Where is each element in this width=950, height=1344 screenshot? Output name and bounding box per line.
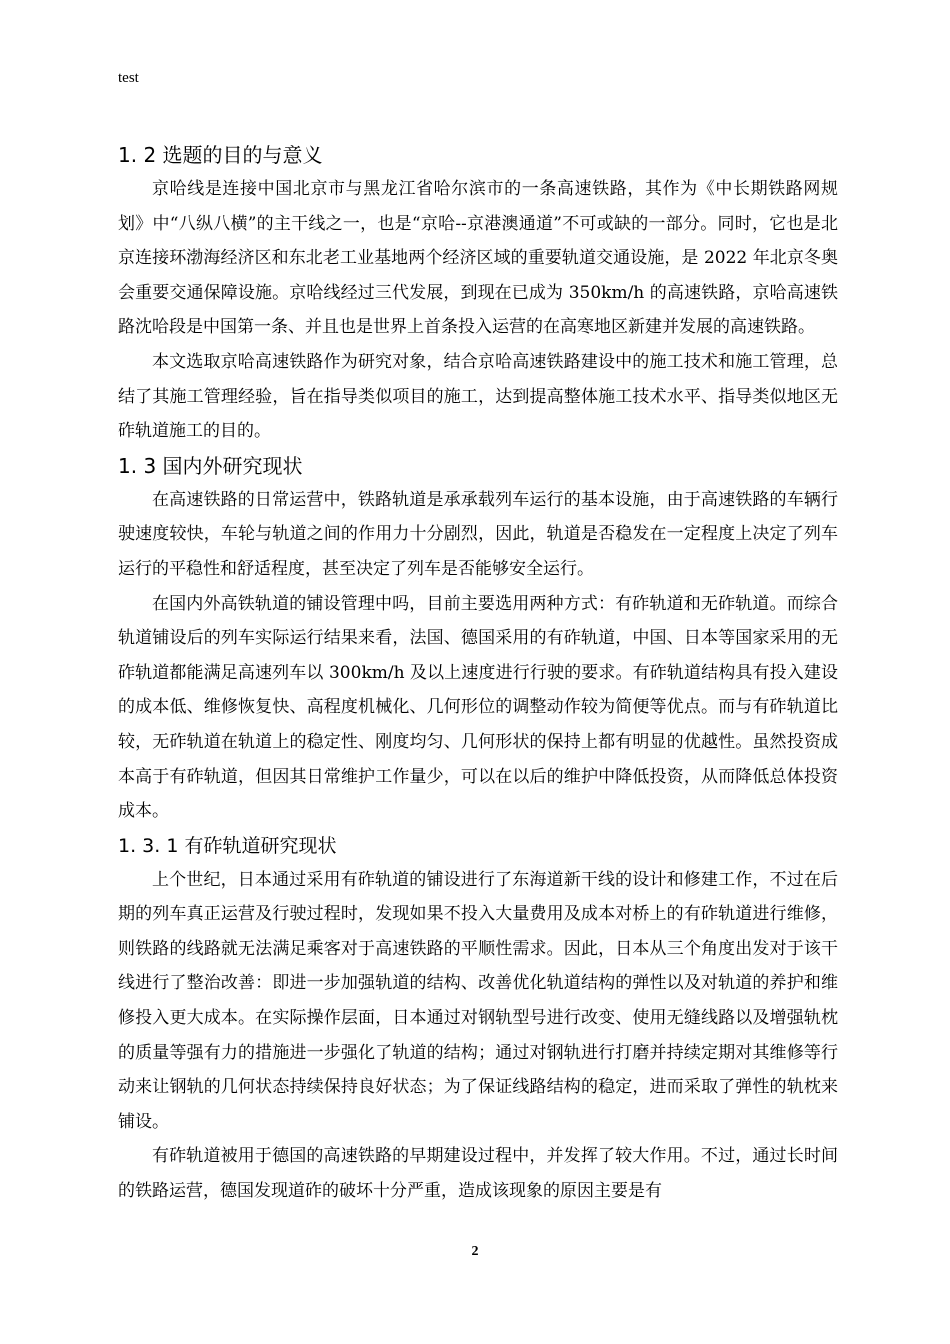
paragraph: 上个世纪，日本通过采用有砟轨道的铺设进行了东海道新干线的设计和修建工作，不过在后期的列车真正运营及行驶过程时，发现如果不投入大量费用及成本对桥上的有砟轨道进行维修，则铁路的线路就无法满足乘客对于高速铁路的平顺性需求。因此，日本从三个角度出发对于该干线进行了整治改善：即进一步加强轨道的结构、改善优化轨道结构的弹性以及对轨道的养护和维修投入更大成本。在实际操作层面，日本通过对钢轨型号进行改变、使用无缝线路以及增强轨枕的质量等强有力的措施进一步强化了轨道的结构；通过对钢轨进行打磨并持续定期对其维修等行动来让钢轨的几何状态持续保持良好状态；为了保证线路结构的稳定，进而采取了弹性的轨枕来铺设。 bbox=[118, 869, 838, 1132]
section-heading-1-3: 1. 3 国内外研究现状 bbox=[118, 453, 303, 478]
page-number: 2 bbox=[471, 1244, 479, 1259]
paragraph: 在高速铁路的日常运营中，铁路轨道是承承载列车运行的基本设施，由于高速铁路的车辆行驶速度较快，车轮与轨道之间的作用力十分剧烈，因此，轨道是否稳发在一定程度上决定了列车运行的平稳性和舒适程度，甚至决定了列车是否能够安全运行。 bbox=[118, 489, 838, 579]
subsection-heading-1-3-1: 1. 3. 1 有砟轨道研究现状 bbox=[118, 834, 337, 857]
page-header: test bbox=[118, 70, 139, 86]
paragraph: 在国内外高铁轨道的铺设管理中吗，目前主要选用两种方式：有砟轨道和无砟轨道。而综合轨道铺设后的列车实际运行结果来看，法国、德国采用的有砟轨道，中国、日本等国家采用的无砟轨道都能满足高速列车以 300km/h 及以上速度进行行驶的要求。有砟轨道结构具有投入建设的成本低、维修恢复快、高程度机械化、几何形位的调整动作较为简便等优点。而与有砟轨道比较，无砟轨道在轨道上的稳定性、刚度均匀、几何形状的保持上都有明显的优越性。虽然投资成本高于有砟轨道，但因其日常维护工作量少，可以在以后的维护中降低投资，从而降低总体投资成本。 bbox=[118, 593, 838, 822]
section-heading-1-2: 1. 2 选题的目的与意义 bbox=[118, 143, 323, 167]
page-body bbox=[118, 138, 838, 1209]
paragraph: 本文选取京哈高速铁路作为研究对象，结合京哈高速铁路建设中的施工技术和施工管理，总结了其施工管理经验，旨在指导类似项目的施工，达到提高整体施工技术水平、指导类似地区无砟轨道施工的目的。 bbox=[118, 351, 838, 442]
paragraph: 有砟轨道被用于德国的高速铁路的早期建设过程中，并发挥了较大作用。不过，通过长时间的铁路运营，德国发现道砟的破坏十分严重，造成该现象的原因主要是有 bbox=[118, 1146, 838, 1202]
paragraph: 京哈线是连接中国北京市与黑龙江省哈尔滨市的一条高速铁路，其作为《中长期铁路网规划》中“八纵八横”的主干线之一，也是“京哈--京港澳通道”不可或缺的一部分。同时，它也是北京连接环渤海经济区和东北老工业基地两个经济区域的重要轨道交通设施，是 2022 年北京冬奥会重要交通保障设施。京哈线经过三代发展，到现在已成为 350km/h 的高速铁路，京哈高速铁路沈哈段是中国第一条、并且也是世界上首条投入运营的在高寒地区新建并发展的高速铁路。 bbox=[118, 179, 838, 338]
